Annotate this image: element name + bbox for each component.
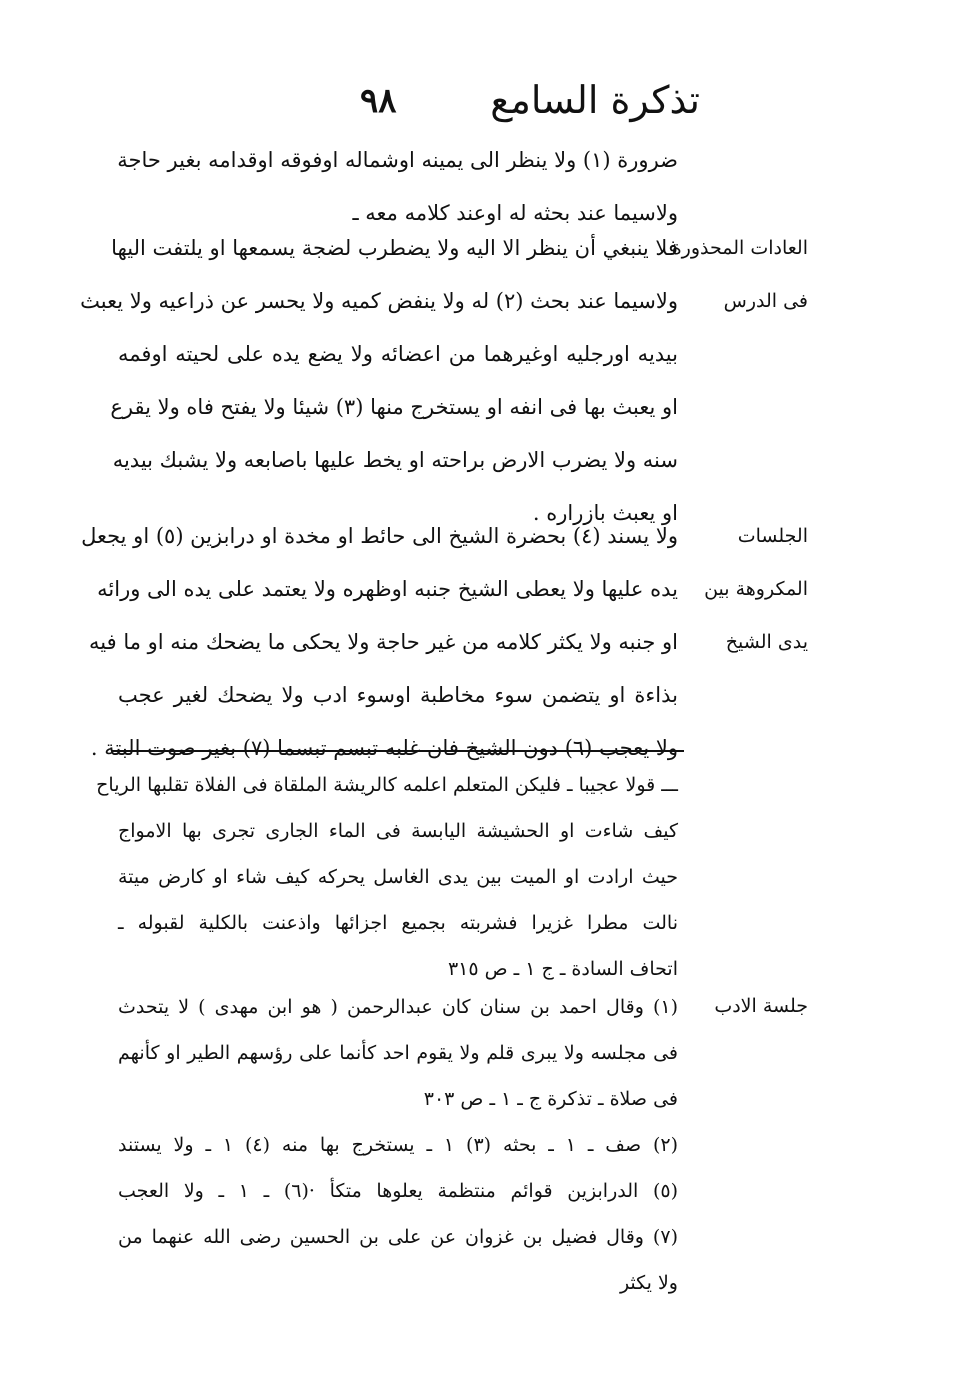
text-line: بذاءة او يتضمن سوء مخاطبة اوسوء ادب ولا يضحك لغير عجب: [118, 683, 678, 707]
text-line: ولاسيما عند بحث (٢) له ولا ينفض كميه ولا يحسر عن ذراعيه ولا يعبث: [80, 289, 678, 313]
margin-note-line: المكروهة بين: [704, 578, 808, 600]
footnote-line: (١) وقال احمد بن سنان كان عبدالرحمن ( هو ابن مهدى ) لا يتحدث: [118, 996, 678, 1018]
text-line: ولا يعجب (٦) دون الشيخ فان غلبه تبسم تبسما (٧) بغير صوت البتة .: [90, 736, 678, 760]
page-header: [360, 74, 700, 134]
text-line: ضرورة (١) ولا ينظر الى يمينه اوشماله اوفوقه اوقدامه بغير حاجة: [117, 148, 678, 172]
main-text-block-3: [81, 510, 678, 775]
footnote-divider: [112, 750, 684, 752]
text-line: فلا ينبغي أن ينظر الا اليه ولا يضطرب لضجة يسمعها او يلتفت اليها: [111, 236, 678, 260]
text-line: ولا يسند (٤) بحضرة الشيخ الى حائط او مخدة او درابزين (٥) او يجعل: [81, 524, 678, 548]
page-number: ٩٨: [360, 81, 397, 121]
text-line: يده عليها ولا يعطى الشيخ جنبه اوظهره ولا يعتمد على يده الى ورائه: [97, 577, 678, 601]
footnote-line: نالت مطرا غزيرا فشربته بجميع اجزائها واذعنت بالكلية لقبوله ـ: [118, 912, 678, 934]
text-line: او يعبث بها فى انفه او يستخرج منها (٣) شيئا ولا يفتح فاه ولا يقرع: [110, 395, 678, 419]
footnote-line: اتحاف السادة ـ ج ١ ـ ص ٣١٥: [447, 958, 678, 980]
text-line: او يعبث بازراره .: [532, 501, 678, 525]
catchword: ولا يكثر: [619, 1272, 678, 1294]
margin-note-line: فى الدرس: [723, 290, 808, 312]
footnote-line: (٧) وقال فضيل بن غزوان عن على بن الحسين رضى الله عنهما من: [118, 1226, 678, 1248]
margin-note-line: جلسة الادب: [714, 995, 808, 1017]
margin-note-line: يدى الشيخ: [725, 631, 808, 653]
footnote-line: فى صلاة ـ تذكرة ج ـ ١ ـ ص ٣٠٣: [423, 1088, 678, 1110]
footnote-line: حيث ارادت او الميت بين يدى الغاسل يحركه كيف شاء او كارض ميتة: [118, 866, 678, 888]
main-text-block-2: [80, 222, 678, 540]
footnote-block-1: [96, 762, 678, 992]
footnote-line: فى مجلسه ولا يبرى قلم ولا يقوم احد كأنما على رؤسهم الطير او كأنهم: [118, 1042, 678, 1064]
text-line: سنه ولا يضرب الارض براحته او يخط عليها باصابعه ولا يشبك بيديه: [112, 448, 678, 472]
margin-note-sittings: [638, 510, 808, 669]
text-line: او جنبه ولا يكثر كلامه من غير حاجة ولا يحكى ما يضحك منه او ما فيه: [89, 630, 678, 654]
footnote-line: (٢) صف ـ ١ ـ بحثه (٣) ١ ـ يستخرج بها منه (٤) ١ ـ ولا يستند: [118, 1134, 679, 1156]
margin-note-habits: [638, 222, 808, 328]
margin-note-line: الجلسات: [737, 525, 808, 547]
text-line: بيديه اورجليه اوغيرهما من اعضائه ولا يضع يده على لحيته اوفمه: [118, 342, 678, 366]
footnote-line: (٥) الدرابزين قوائم منتظمة يعلوها متكأ ·(٦) ـ ١ ـ ولا العجب: [118, 1180, 678, 1202]
footnote-line: كيف شاءت او الحشيشة اليابسة فى الماء الجارى تجرى بها الامواج: [118, 820, 678, 842]
footnote-block-2: [118, 984, 678, 1306]
margin-note-line: العادات المحذورة: [671, 237, 808, 259]
running-title: تذكرة السامع: [490, 78, 700, 122]
text-line: ولاسيما عند بحثه له اوعند كلامه معه ـ: [352, 201, 678, 225]
footnote-line: ـــ قولا عجيبا ـ فليكن المتعلم اعلمه كالريشة الملقاة فى الفلاة تقلبها الرياح: [96, 774, 678, 796]
